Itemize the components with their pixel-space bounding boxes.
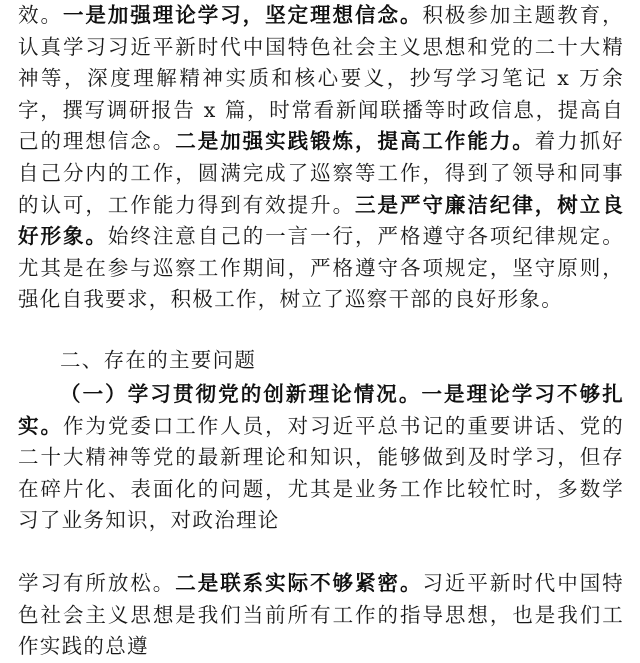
text-segment: 着力抓好自己分内的工作，圆满完成了巡察等工作，得到了领导和同事的认可，工作能力得到有效提升。 bbox=[18, 129, 624, 217]
paragraph-problems bbox=[18, 379, 624, 537]
text-segment: 学习有所放松。 bbox=[18, 571, 176, 595]
bold-subheading: （一）学习贯彻党的创新理论情况。一是理论学习不够扎实。 bbox=[18, 382, 624, 438]
bold-heading-third: 三是严守廉洁纪律，树立良好形象。 bbox=[18, 192, 625, 249]
text-segment: 始终注意自己的一言一行，严格遵守各项纪律规定。尤其是在参与巡察工作期间，严格遵守各项规定，坚守原则，强化自我要求，积极工作，树立了巡察干部的良好形象。 bbox=[18, 224, 625, 312]
bold-heading-second-problem: 二是联系实际不够紧密。 bbox=[175, 571, 423, 595]
text-segment: 作为党委口工作人员，对习近平总书记的重要讲话、党的二十大精神等党的最新理论和知识，能够做到及时学习，但存在碎片化、表面化的问题，尤其是业务工作比较忙时，多数学习了业务知识，对政治理论 bbox=[18, 413, 625, 533]
text-segment: 效。 bbox=[18, 3, 63, 27]
text-segment: 积极参加主题教育，认真学习习近平新时代中国特色社会主义思想和党的二十大精神等，深度理解精神实质和核心要义，抄写学习笔记 x 万余字，撰写调研报告 x 篇，时常看新闻联播等时政信息，提高自己的理想信念。 bbox=[18, 3, 624, 154]
bold-heading-second: 二是加强实践锻炼，提高工作能力。 bbox=[175, 129, 535, 154]
text-segment: 习近平新时代中国特色社会主义思想是我们当前所有工作的指导思想，也是我们工作实践的总遵 bbox=[18, 571, 624, 659]
paragraph-continued bbox=[18, 568, 624, 663]
section-heading: 二、存在的主要问题 bbox=[60, 348, 257, 372]
bold-heading-first: 一是加强理论学习，坚定理想信念。 bbox=[62, 3, 423, 27]
paragraph-achievements bbox=[18, 0, 624, 316]
